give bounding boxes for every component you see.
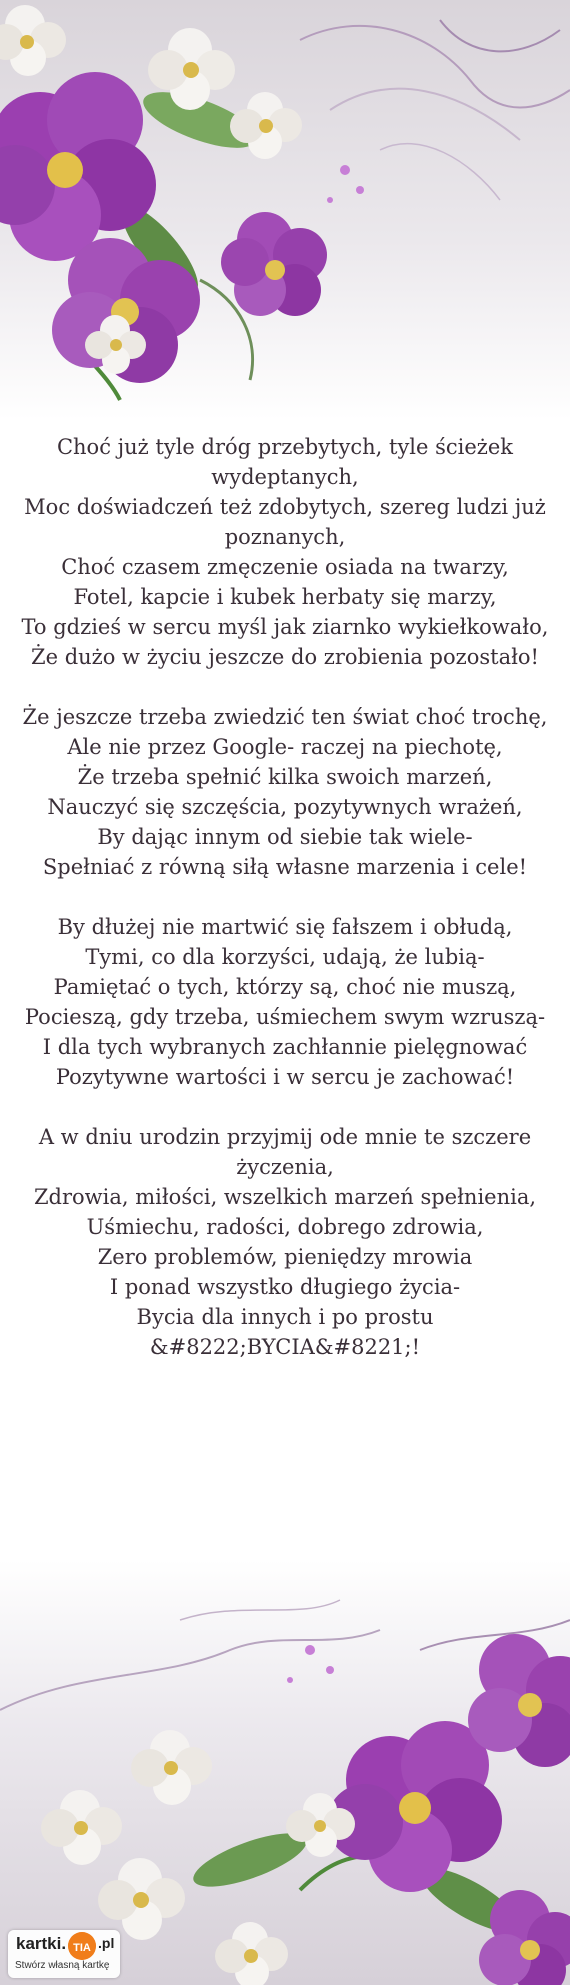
poem-line: By dłużej nie martwić się fałszem i obłudą, [57, 915, 513, 939]
poem-stanza [20, 432, 550, 672]
white-flower [0, 5, 66, 76]
logo-tagline: Stwórz własną kartkę [15, 1960, 110, 1971]
poem-line: wydeptanych, [211, 465, 359, 489]
poem [20, 432, 550, 1392]
poem-line: To gdzieś w sercu myśl jak ziarnko wykiełkowało, [21, 615, 549, 639]
white-flower [131, 1730, 212, 1805]
violet-flower-right [221, 212, 327, 316]
poem-line: By dając innym od siebie tak wiele- [97, 825, 473, 849]
floral-decoration-top [0, 0, 570, 460]
logo-name: kartki. [16, 1934, 67, 1953]
violet-flower-medium [468, 1634, 570, 1767]
poem-line: Moc doświadczeń też zdobytych, szereg ludzi już [24, 495, 546, 519]
poem-line: Pamiętać o tych, którzy są, choć nie muszą, [53, 975, 517, 999]
white-flower [41, 1790, 122, 1865]
poem-line: poznanych, [224, 525, 346, 549]
poem-line: Tymi, co dla korzyści, udają, że lubią- [85, 945, 485, 969]
poem-line: Uśmiechu, radości, dobrego zdrowia, [86, 1215, 484, 1239]
poem-line: Nauczyć się szczęścia, pozytywnych wrażeń, [47, 795, 523, 819]
poem-line: I ponad wszystko długiego życia- [109, 1275, 461, 1299]
poem-line: Pozytywne wartości i w sercu je zachować! [55, 1065, 515, 1089]
white-flower [230, 92, 302, 159]
white-flower [215, 1922, 288, 1985]
poem-line: Spełniać z równą siłą własne marzenia i cele! [42, 855, 528, 879]
poem-line: Że trzeba spełnić kilka swoich marzeń, [77, 765, 493, 789]
poem-line: A w dniu urodzin przyjmij ode mnie te szczere [38, 1125, 532, 1149]
poem-stanza [20, 1122, 550, 1362]
logo-badge-text: TIA [73, 1942, 91, 1954]
poem-stanza [20, 912, 550, 1092]
white-flower [98, 1858, 185, 1940]
poem-line: Że jeszcze trzeba zwiedzić ten świat choć trochę, [22, 705, 548, 729]
poem-line: Ale nie przez Google- raczej na piechotę, [67, 735, 503, 759]
poem-stanza [20, 702, 550, 882]
logo-badge-icon [68, 1932, 96, 1960]
poem-line: Że dużo w życiu jeszcze do zrobienia pozostało! [31, 645, 539, 669]
poem-line: Fotel, kapcie i kubek herbaty się marzy, [73, 585, 497, 609]
poem-line: Bycia dla innych i po prostu &#8222;BYCIA&#8221;! [136, 1305, 434, 1359]
poem-line: Pocieszą, gdy trzeba, uśmiechem swym wzruszą- [24, 1005, 546, 1029]
poem-line: Choć czasem zmęczenie osiada na twarzy, [61, 555, 509, 579]
poem-line: Choć już tyle dróg przebytych, tyle ścieżek [56, 435, 514, 459]
violet-flower-large [327, 1721, 502, 1892]
poem-line: życzenia, [236, 1155, 334, 1179]
poem-line: Zero problemów, pieniędzy mrowia [97, 1245, 473, 1269]
brand-logo[interactable] [8, 1930, 120, 1978]
floral-decoration-bottom [0, 1560, 570, 1985]
poem-line: I dla tych wybranych zachłannie pielęgnować [42, 1035, 528, 1059]
poem-line: Zdrowia, miłości, wszelkich marzeń spełnienia, [33, 1185, 537, 1209]
logo-suffix: .pl [98, 1935, 115, 1951]
